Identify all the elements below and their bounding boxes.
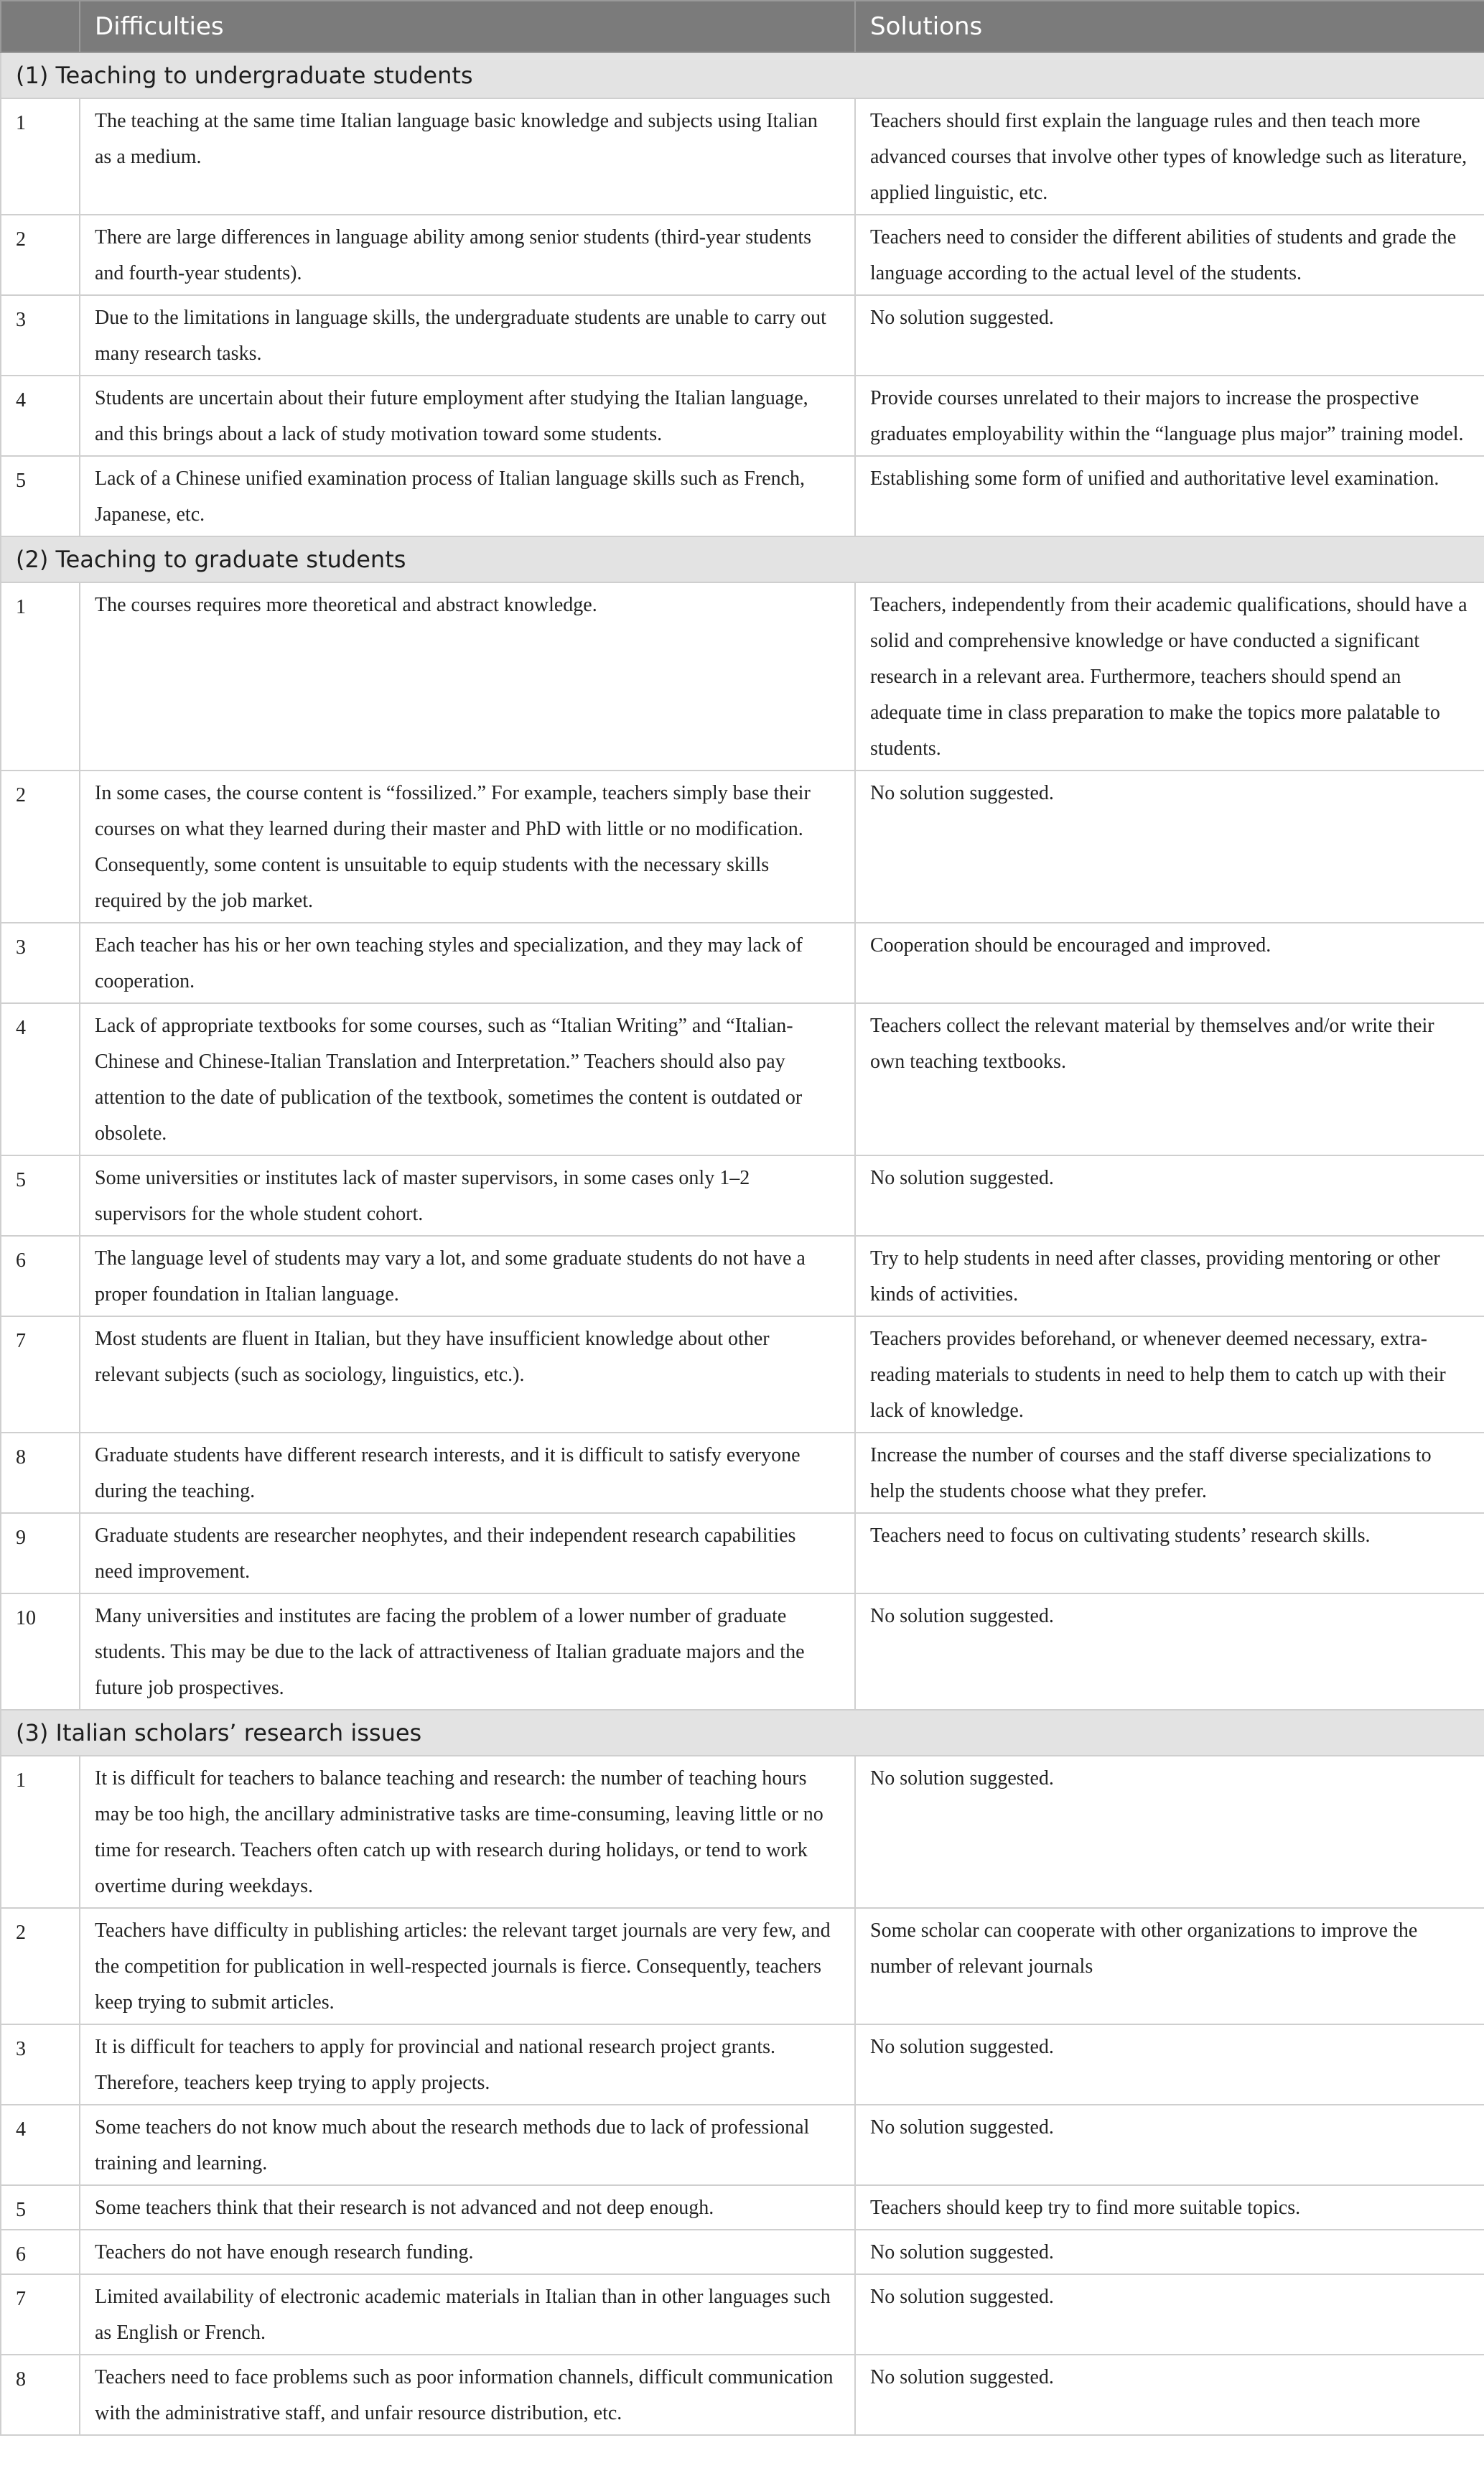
table-row bbox=[1, 215, 1484, 295]
row-number: 4 bbox=[1, 2105, 80, 2185]
difficulty-cell: Teachers have difficulty in publishing articles: the relevant target journals are very few, and the competition for publication in well-respected journals is fierce. Consequently, teachers keep trying to submit articles. bbox=[80, 1908, 855, 2024]
solution-cell: Increase the number of courses and the staff diverse specializations to help the students choose what they prefer. bbox=[855, 1433, 1484, 1513]
solution-cell: Teachers collect the relevant material by themselves and/or write their own teaching textbooks. bbox=[855, 1003, 1484, 1155]
row-number: 3 bbox=[1, 295, 80, 376]
row-number: 1 bbox=[1, 1756, 80, 1908]
table-row bbox=[1, 98, 1484, 215]
difficulty-cell: Some teachers do not know much about the research methods due to lack of professional training and learning. bbox=[80, 2105, 855, 2185]
difficulty-cell: Lack of appropriate textbooks for some courses, such as “Italian Writing” and “Italian-Chinese and Chinese-Italian Translation and Interpretation.” Teachers should also pay attention to the date of publication of the textbook, sometimes the content is outdated or obsolete. bbox=[80, 1003, 855, 1155]
table-row bbox=[1, 2230, 1484, 2274]
difficulty-cell: Some universities or institutes lack of master supervisors, in some cases only 1–2 supervisors for the whole student cohort. bbox=[80, 1155, 855, 1236]
table-row bbox=[1, 2024, 1484, 2105]
difficulty-cell: Each teacher has his or her own teaching styles and specialization, and they may lack of cooperation. bbox=[80, 923, 855, 1003]
difficulty-cell: Teachers need to face problems such as poor information channels, difficult communication with the administrative staff, and unfair resource distribution, etc. bbox=[80, 2355, 855, 2435]
solution-cell: Provide courses unrelated to their majors to increase the prospective graduates employability within the “language plus major” training model. bbox=[855, 376, 1484, 456]
difficulty-cell: It is difficult for teachers to apply for provincial and national research project grants. Therefore, teachers keep trying to apply projects. bbox=[80, 2024, 855, 2105]
row-number: 1 bbox=[1, 98, 80, 215]
row-number: 1 bbox=[1, 582, 80, 771]
table-row bbox=[1, 2355, 1484, 2435]
solution-cell: No solution suggested. bbox=[855, 2105, 1484, 2185]
header-number bbox=[1, 1, 80, 52]
table-row bbox=[1, 923, 1484, 1003]
row-number: 6 bbox=[1, 2230, 80, 2274]
table-row bbox=[1, 2185, 1484, 2230]
section-header-row bbox=[1, 536, 1484, 582]
row-number: 6 bbox=[1, 1236, 80, 1316]
difficulty-cell: Most students are fluent in Italian, but they have insufficient knowledge about other relevant subjects (such as sociology, linguistics, etc.). bbox=[80, 1316, 855, 1433]
table-row bbox=[1, 376, 1484, 456]
table-row bbox=[1, 295, 1484, 376]
row-number: 7 bbox=[1, 1316, 80, 1433]
table-row bbox=[1, 1908, 1484, 2024]
header-solutions: Solutions bbox=[855, 1, 1484, 52]
solution-cell: No solution suggested. bbox=[855, 2024, 1484, 2105]
table-header bbox=[1, 1, 1484, 52]
difficulty-cell: Teachers do not have enough research funding. bbox=[80, 2230, 855, 2274]
table-row bbox=[1, 1593, 1484, 1710]
table-row bbox=[1, 1513, 1484, 1593]
solution-cell: Try to help students in need after classes, providing mentoring or other kinds of activities. bbox=[855, 1236, 1484, 1316]
difficulty-cell: The language level of students may vary a lot, and some graduate students do not have a proper foundation in Italian language. bbox=[80, 1236, 855, 1316]
solution-cell: No solution suggested. bbox=[855, 2355, 1484, 2435]
solution-cell: No solution suggested. bbox=[855, 2274, 1484, 2355]
difficulty-cell: In some cases, the course content is “fossilized.” For example, teachers simply base their courses on what they learned during their master and PhD with little or no modification. Consequently, some content is unsuitable to equip students with the necessary skills required by the job market. bbox=[80, 771, 855, 923]
difficulty-cell: The teaching at the same time Italian language basic knowledge and subjects using Italian as a medium. bbox=[80, 98, 855, 215]
solution-cell: Cooperation should be encouraged and improved. bbox=[855, 923, 1484, 1003]
section-header-row bbox=[1, 52, 1484, 98]
row-number: 5 bbox=[1, 456, 80, 536]
table-row bbox=[1, 456, 1484, 536]
row-number: 3 bbox=[1, 2024, 80, 2105]
solution-cell: No solution suggested. bbox=[855, 2230, 1484, 2274]
table-row bbox=[1, 1003, 1484, 1155]
solution-cell: Teachers provides beforehand, or whenever deemed necessary, extra-reading materials to students in need to help them to catch up with their lack of knowledge. bbox=[855, 1316, 1484, 1433]
section-title: (1) Teaching to undergraduate students bbox=[1, 52, 1484, 98]
table-row bbox=[1, 771, 1484, 923]
solution-cell: Teachers should first explain the language rules and then teach more advanced courses that involve other types of knowledge such as literature, applied linguistic, etc. bbox=[855, 98, 1484, 215]
difficulty-cell: Many universities and institutes are facing the problem of a lower number of graduate students. This may be due to the lack of attractiveness of Italian graduate majors and the future job prospectives. bbox=[80, 1593, 855, 1710]
row-number: 8 bbox=[1, 2355, 80, 2435]
table-row bbox=[1, 2274, 1484, 2355]
solution-cell: Teachers, independently from their academic qualifications, should have a solid and comprehensive knowledge or have conducted a significant research in a relevant area. Furthermore, teachers should spend an adequate time in class preparation to make the topics more palatable to students. bbox=[855, 582, 1484, 771]
difficulty-cell: It is difficult for teachers to balance teaching and research: the number of teaching hours may be too high, the ancillary administrative tasks are time-consuming, leaving little or no time for research. Teachers often catch up with research during holidays, or tend to work overtime during weekdays. bbox=[80, 1756, 855, 1908]
difficulty-cell: There are large differences in language ability among senior students (third-year students and fourth-year students). bbox=[80, 215, 855, 295]
row-number: 5 bbox=[1, 2185, 80, 2230]
difficulty-cell: Lack of a Chinese unified examination process of Italian language skills such as French, Japanese, etc. bbox=[80, 456, 855, 536]
row-number: 8 bbox=[1, 1433, 80, 1513]
row-number: 9 bbox=[1, 1513, 80, 1593]
row-number: 2 bbox=[1, 215, 80, 295]
difficulty-cell: Due to the limitations in language skills, the undergraduate students are unable to carry out many research tasks. bbox=[80, 295, 855, 376]
solution-cell: No solution suggested. bbox=[855, 1593, 1484, 1710]
solution-cell: Establishing some form of unified and authoritative level examination. bbox=[855, 456, 1484, 536]
difficulty-cell: The courses requires more theoretical and abstract knowledge. bbox=[80, 582, 855, 771]
solution-cell: Teachers should keep try to find more suitable topics. bbox=[855, 2185, 1484, 2230]
row-number: 4 bbox=[1, 376, 80, 456]
difficulty-cell: Graduate students have different research interests, and it is difficult to satisfy everyone during the teaching. bbox=[80, 1433, 855, 1513]
solution-cell: No solution suggested. bbox=[855, 771, 1484, 923]
table-row bbox=[1, 2105, 1484, 2185]
section-title: (2) Teaching to graduate students bbox=[1, 536, 1484, 582]
row-number: 10 bbox=[1, 1593, 80, 1710]
difficulty-cell: Graduate students are researcher neophytes, and their independent research capabilities need improvement. bbox=[80, 1513, 855, 1593]
row-number: 4 bbox=[1, 1003, 80, 1155]
solution-cell: Teachers need to consider the different abilities of students and grade the language according to the actual level of the students. bbox=[855, 215, 1484, 295]
table-row bbox=[1, 1756, 1484, 1908]
table-body bbox=[1, 52, 1484, 2435]
section-header-row bbox=[1, 1710, 1484, 1756]
difficulty-cell: Some teachers think that their research is not advanced and not deep enough. bbox=[80, 2185, 855, 2230]
solution-cell: No solution suggested. bbox=[855, 295, 1484, 376]
table-row bbox=[1, 1155, 1484, 1236]
table-row bbox=[1, 582, 1484, 771]
solution-cell: Teachers need to focus on cultivating students’ research skills. bbox=[855, 1513, 1484, 1593]
row-number: 7 bbox=[1, 2274, 80, 2355]
header-difficulties: Difficulties bbox=[80, 1, 855, 52]
table-row bbox=[1, 1316, 1484, 1433]
row-number: 5 bbox=[1, 1155, 80, 1236]
table-row bbox=[1, 1236, 1484, 1316]
difficulty-cell: Limited availability of electronic academic materials in Italian than in other languages such as English or French. bbox=[80, 2274, 855, 2355]
section-title: (3) Italian scholars’ research issues bbox=[1, 1710, 1484, 1756]
header-row bbox=[1, 1, 1484, 52]
table-row bbox=[1, 1433, 1484, 1513]
solution-cell: No solution suggested. bbox=[855, 1756, 1484, 1908]
solution-cell: Some scholar can cooperate with other organizations to improve the number of relevant journals bbox=[855, 1908, 1484, 2024]
solution-cell: No solution suggested. bbox=[855, 1155, 1484, 1236]
row-number: 3 bbox=[1, 923, 80, 1003]
difficulty-cell: Students are uncertain about their future employment after studying the Italian language, and this brings about a lack of study motivation toward some students. bbox=[80, 376, 855, 456]
row-number: 2 bbox=[1, 1908, 80, 2024]
row-number: 2 bbox=[1, 771, 80, 923]
